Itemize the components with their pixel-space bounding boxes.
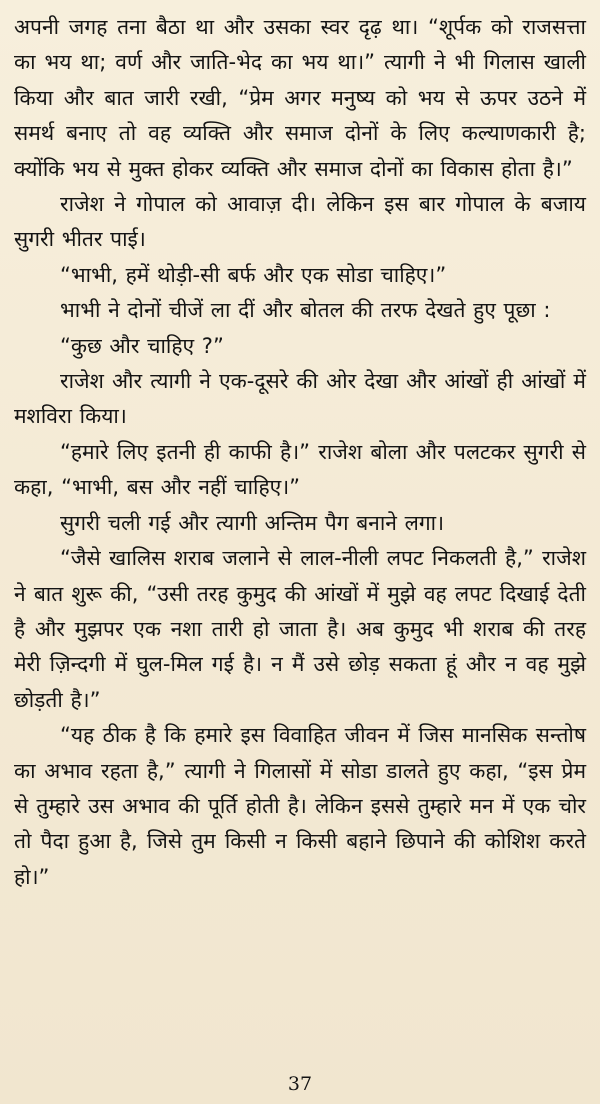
- paragraph: “कुछ और चाहिए ?”: [60, 333, 224, 358]
- page-number: 37: [287, 1073, 313, 1095]
- paragraph: अपनी जगह तना बैठा था और उसका स्वर दृढ़ था। “शूर्पक को राजसत्ता का भय था; वर्ण और जाति-भेद का भय था।” त्यागी ने भी गिलास खाली किया और बात जारी रखी, “प्रेम अगर मनुष्य को भय से ऊपर उठने में समर्थ बनाए तो वह व्यक्ति और समाज दोनों के लिए कल्याणकारी है; क्योंकि भय से मुक्त होकर व्यक्ति और समाज दोनों का विकास होता है।”: [14, 15, 586, 181]
- paragraph: “यह ठीक है कि हमारे इस विवाहित जीवन में जिस मानसिक सन्तोष का अभाव रहता है,” त्यागी ने गिलासों में सोडा डालते हुए कहा, “इस प्रेम से तुम्हारे उस अभाव की पूर्ति होती है। लेकिन इससे तुम्हारे मन में एक चोर तो पैदा हुआ है, जिसे तुम किसी न किसी बहाने छिपाने की कोशिश करते हो।”: [14, 723, 586, 889]
- paragraph: “जैसे खालिस शराब जलाने से लाल-नीली लपट निकलती है,” राजेश ने बात शुरू की, “उसी तरह कुमुद की आंखों में मुझे वह लपट दिखाई देती है और मुझपर एक नशा तारी हो जाता है। अब कुमुद भी शराब की तरह मेरी ज़िन्दगी में घुल-मिल गई है। न मैं उसे छोड़ सकता हूं और न वह मुझे छोड़ती है।”: [14, 546, 586, 712]
- paragraph: राजेश ने गोपाल को आवाज़ दी। लेकिन इस बार गोपाल के बजाय सुगरी भीतर पाई।: [14, 192, 586, 252]
- paragraph: “हमारे लिए इतनी ही काफी है।” राजेश बोला और पलटकर सुगरी से कहा, “भाभी, बस और नहीं चाहिए।”: [14, 439, 586, 500]
- paragraph: “भाभी, हमें थोड़ी-सी बर्फ और एक सोडा चाहिए।”: [60, 262, 447, 287]
- paragraph: सुगरी चली गई और त्यागी अन्तिम पैग बनाने लगा।: [60, 510, 445, 535]
- body-text: [14, 10, 586, 895]
- paragraph: राजेश और त्यागी ने एक-दूसरे की ओर देखा और आंखों ही आंखों में मशविरा किया।: [14, 369, 586, 429]
- paragraph: भाभी ने दोनों चीजें ला दीं और बोतल की तरफ देखते हुए पूछा :: [60, 298, 551, 323]
